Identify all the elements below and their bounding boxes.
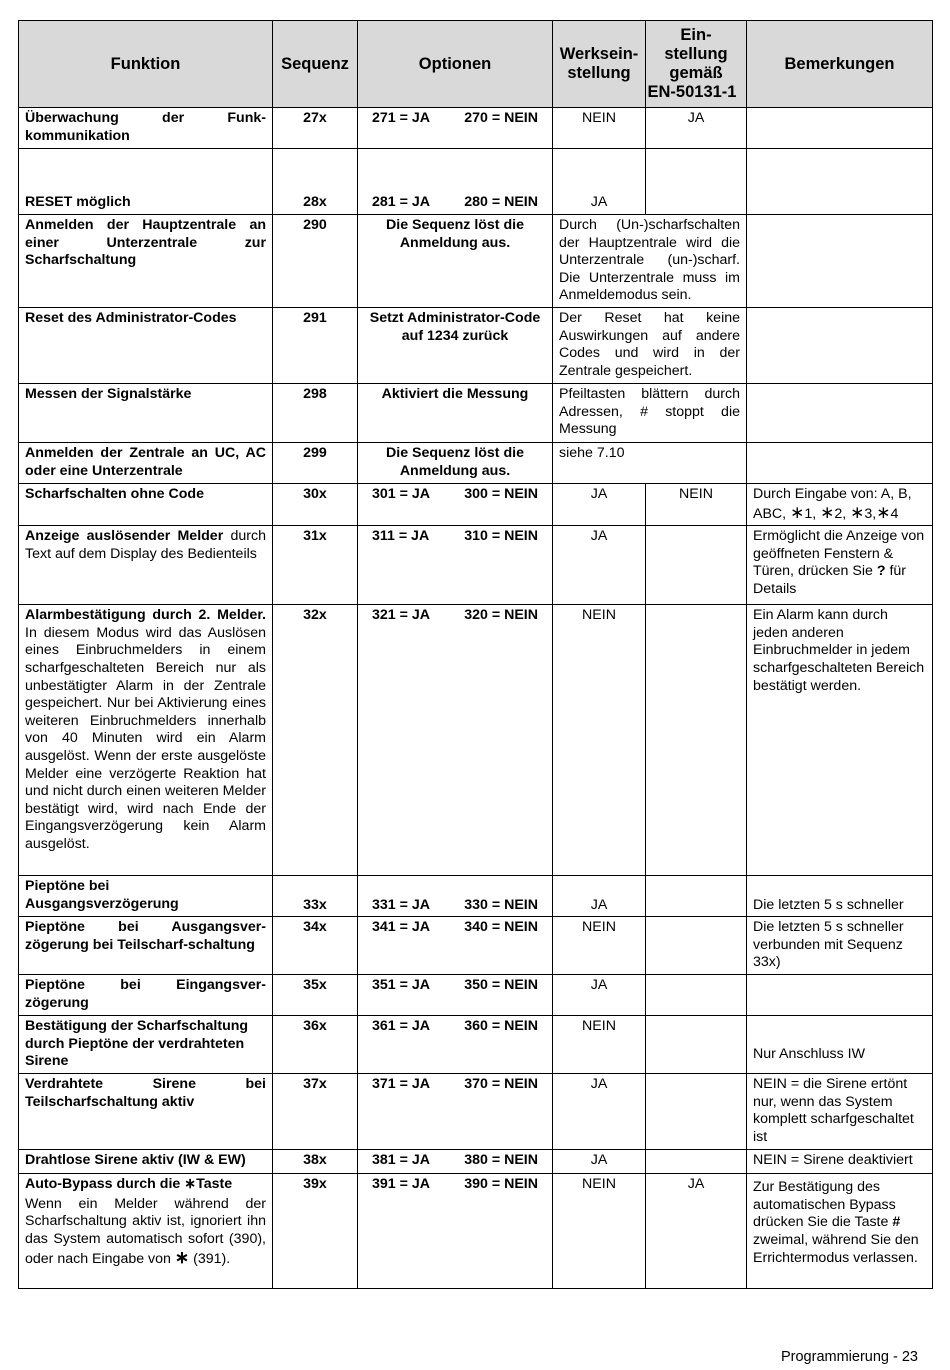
funktion-cell: Scharfschalten ohne Code <box>19 484 273 526</box>
werkseinstellung-cell: NEIN <box>553 605 646 876</box>
star-key-icon: ∗ <box>876 502 891 522</box>
werkseinstellung-cell: JA <box>553 149 646 215</box>
sequenz-cell: 299 <box>273 443 358 484</box>
en-50131-cell <box>646 1150 747 1174</box>
sequenz-cell: 33x <box>273 876 358 917</box>
option-nein: 310 = NEIN <box>464 528 538 545</box>
hinweis-cell: Durch (Un-)scharfschalten der Hauptzentrale wird die Unterzentrale (un-)scharf. Die Unterzentrale muss im Anmeldemodus sein. <box>553 215 747 308</box>
programming-table <box>18 20 933 1289</box>
table-row <box>19 1074 933 1150</box>
page-number: 23 <box>901 1349 918 1365</box>
key-3: 3, <box>864 505 877 522</box>
sequenz-cell: 35x <box>273 975 358 1016</box>
header-en-line4: EN-50131-1 <box>647 83 737 101</box>
werkseinstellung-cell: JA <box>553 975 646 1016</box>
bemerkungen-cell <box>747 384 933 443</box>
funktion-title: Anzeige auslösender Melder <box>25 528 224 545</box>
funktion-cell: Drahtlose Sirene aktiv (IW & EW) <box>19 1150 273 1174</box>
star-key-icon: ∗ <box>184 1176 197 1193</box>
option-ja: 371 = JA <box>372 1076 430 1093</box>
table-row <box>19 384 933 443</box>
table-row <box>19 443 933 484</box>
key-4: 4 <box>890 505 899 522</box>
optionen-cell <box>358 1150 553 1174</box>
option-nein: 280 = NEIN <box>464 194 538 211</box>
option-nein: 300 = NEIN <box>464 486 538 502</box>
option-ja: 281 = JA <box>372 194 430 211</box>
key-1: 1, <box>804 505 817 522</box>
werkseinstellung-cell: NEIN <box>553 1016 646 1074</box>
key-2: 2, <box>834 505 847 522</box>
en-50131-cell <box>646 605 747 876</box>
hinweis-cell: Der Reset hat keine Auswirkungen auf andere Codes und wird in der Zentrale gespeichert. <box>553 308 747 384</box>
bemerkungen-cell: NEIN = die Sirene ertönt nur, wenn das System komplett scharfgeschaltet ist <box>747 1074 933 1150</box>
option-nein: 360 = NEIN <box>464 1018 538 1035</box>
star-key-icon: ∗ <box>850 502 865 522</box>
bemerkungen-cell: Nur Anschluss IW <box>747 1016 933 1074</box>
table-row <box>19 1016 933 1074</box>
option-nein: 340 = NEIN <box>464 919 538 936</box>
funktion-cell: Überwachung der Funk-kommunikation <box>19 108 273 149</box>
werkseinstellung-cell: JA <box>553 1150 646 1174</box>
option-ja: 331 = JA <box>372 896 430 913</box>
funktion-cell: Anmelden der Zentrale an UC, AC oder eine Unterzentrale <box>19 443 273 484</box>
table-row <box>19 1150 933 1174</box>
question-key: ? <box>876 563 886 580</box>
hinweis-cell: Pfeiltasten blättern durch Adressen, # stoppt die Messung <box>553 384 747 443</box>
option-ja: 311 = JA <box>372 528 430 545</box>
sequenz-cell: 298 <box>273 384 358 443</box>
table-row <box>19 917 933 975</box>
header-en-line2: stellung <box>664 45 728 63</box>
bemerkungen-cell <box>747 149 933 215</box>
star-key-icon: ∗ <box>790 502 805 522</box>
funktion-cell: RESET möglich <box>19 149 273 215</box>
en-50131-cell <box>646 975 747 1016</box>
optionen-cell <box>358 1016 553 1074</box>
optionen-cell <box>358 526 553 605</box>
header-en-line3: gemäß <box>669 64 723 82</box>
en-50131-cell: JA <box>646 108 747 149</box>
funktion-cell: Pieptöne bei Ausgangsver-zögerung bei Teilscharf-schaltung <box>19 917 273 975</box>
option-ja: 381 = JA <box>372 1152 430 1169</box>
funktion-description: In diesem Modus wird das Auslösen eines Einbruchmelders in einem scharfgeschalteten Bereich nur als unbestätigter Alarm in der Zentrale gespeichert. Nur bei Aktivierung eines weiteren Einbruchmelders innerhalb von 40 Minuten wird ein Alarm ausgelöst. Wenn der erste ausgelöste Melder eine verzögerte Reaktion hat und nicht durch einen weiteren Melder bestätigt wird, wird nach Ende der Eingangsverzögerung kein Alarm ausgelöst. <box>25 624 266 852</box>
funktion-title: Alarmbestätigung durch 2. Melder. <box>25 607 266 624</box>
bemerkungen-cell: NEIN = Sirene deaktiviert <box>747 1150 933 1174</box>
header-werkseinstellung <box>553 21 646 108</box>
werkseinstellung-cell: JA <box>553 876 646 917</box>
header-ws-line2: stellung <box>567 64 631 82</box>
werkseinstellung-cell: JA <box>553 484 646 526</box>
table-row <box>19 484 933 526</box>
optionen-cell: Setzt Administrator-Code auf 1234 zurück <box>358 308 553 384</box>
sequenz-cell: 32x <box>273 605 358 876</box>
sequenz-cell: 290 <box>273 215 358 308</box>
header-bemerkungen: Bemerkungen <box>747 21 933 108</box>
hinweis-cell: siehe 7.10 <box>553 443 747 484</box>
funktion-cell: Bestätigung der Scharfschaltung durch Pieptöne der verdrahteten Sirene <box>19 1016 273 1074</box>
remark-text: Durch Eingabe von: A, B, ABC, <box>753 486 912 522</box>
bemerkungen-cell <box>747 975 933 1016</box>
funktion-title: Auto-Bypass durch die <box>25 1176 181 1193</box>
en-50131-cell <box>646 1016 747 1074</box>
optionen-cell <box>358 149 553 215</box>
header-funktion: Funktion <box>19 21 273 108</box>
sequenz-cell: 36x <box>273 1016 358 1074</box>
funktion-cell <box>19 1174 273 1289</box>
en-50131-cell <box>646 876 747 917</box>
table-row <box>19 108 933 149</box>
optionen-cell <box>358 484 553 526</box>
optionen-cell <box>358 1074 553 1150</box>
bemerkungen-cell <box>747 484 933 526</box>
header-optionen: Optionen <box>358 21 553 108</box>
funktion-cell: Pieptöne bei Eingangsver-zögerung <box>19 975 273 1016</box>
header-en-line1: Ein- <box>680 26 712 44</box>
en-50131-cell <box>646 917 747 975</box>
sequenz-cell: 291 <box>273 308 358 384</box>
option-nein: 380 = NEIN <box>464 1152 538 1169</box>
table-row <box>19 876 933 917</box>
table-row <box>19 1174 933 1289</box>
header-sequenz: Sequenz <box>273 21 358 108</box>
bemerkungen-cell: Ein Alarm kann durch jeden anderen Einbruchmelder in jedem scharfgeschalteten Bereich bestätigt werden. <box>747 605 933 876</box>
funktion-cell: Reset des Administrator-Codes <box>19 308 273 384</box>
remark-text: zweimal, während Sie den Errichtermodus verlassen. <box>753 1231 919 1266</box>
table-row <box>19 526 933 605</box>
sequenz-cell: 39x <box>273 1174 358 1289</box>
sequenz-cell: 37x <box>273 1074 358 1150</box>
option-ja: 391 = JA <box>372 1176 430 1193</box>
funktion-description: (391). <box>193 1250 231 1267</box>
option-nein: 370 = NEIN <box>464 1076 538 1093</box>
option-ja: 301 = JA <box>372 486 430 502</box>
werkseinstellung-cell: JA <box>553 1074 646 1150</box>
header-en-50131 <box>646 21 747 108</box>
funktion-cell <box>19 526 273 605</box>
bemerkungen-cell: Die letzten 5 s schneller verbunden mit Sequenz 33x) <box>747 917 933 975</box>
optionen-cell <box>358 1174 553 1289</box>
werkseinstellung-cell: NEIN <box>553 108 646 149</box>
funktion-description: durch Text auf dem Display des Bedienteils <box>25 528 266 562</box>
funktion-cell: Pieptöne bei Ausgangsverzögerung <box>19 876 273 917</box>
optionen-cell <box>358 876 553 917</box>
remark-text: Ermöglicht die Anzeige von geöffneten Fenstern & Türen, drücken Sie <box>753 528 925 580</box>
optionen-cell: Die Sequenz löst die Anmeldung aus. <box>358 215 553 308</box>
star-key-icon: ∗ <box>174 1247 190 1267</box>
optionen-cell <box>358 917 553 975</box>
option-ja: 351 = JA <box>372 977 430 994</box>
bemerkungen-cell <box>747 1174 933 1289</box>
funktion-cell: Anmelden der Hauptzentrale an einer Unterzentrale zur Scharfschaltung <box>19 215 273 308</box>
en-50131-cell <box>646 526 747 605</box>
table-header-row <box>19 21 933 108</box>
table-row <box>19 215 933 308</box>
werkseinstellung-cell: JA <box>553 526 646 605</box>
table-row <box>19 605 933 876</box>
bemerkungen-cell <box>747 215 933 308</box>
option-nein: 270 = NEIN <box>464 110 538 126</box>
en-50131-cell: JA <box>646 1174 747 1289</box>
optionen-cell: Die Sequenz löst die Anmeldung aus. <box>358 443 553 484</box>
sequenz-cell: 30x <box>273 484 358 526</box>
funktion-cell <box>19 605 273 876</box>
option-nein: 320 = NEIN <box>464 607 538 624</box>
en-50131-cell <box>646 1074 747 1150</box>
en-50131-cell: NEIN <box>646 484 747 526</box>
footer-section: Programmierung - <box>780 1349 898 1365</box>
werkseinstellung-cell: NEIN <box>553 917 646 975</box>
option-ja: 271 = JA <box>372 110 430 126</box>
optionen-cell: Aktiviert die Messung <box>358 384 553 443</box>
option-nein: 390 = NEIN <box>464 1176 538 1193</box>
table-row <box>19 308 933 384</box>
funktion-description: Wenn ein Melder während der Scharfschaltung aktiv ist, ignoriert ihn das System automatisch sofort (390), oder nach Eingabe von <box>25 1195 266 1267</box>
bemerkungen-cell: Die letzten 5 s schneller <box>747 876 933 917</box>
funktion-title: Taste <box>196 1176 233 1193</box>
sequenz-cell: 31x <box>273 526 358 605</box>
optionen-cell <box>358 605 553 876</box>
table-row <box>19 149 933 215</box>
funktion-cell: Messen der Signalstärke <box>19 384 273 443</box>
optionen-cell <box>358 108 553 149</box>
funktion-cell: Verdrahtete Sirene bei Teilscharfschaltung aktiv <box>19 1074 273 1150</box>
optionen-cell <box>358 975 553 1016</box>
remark-text: für Details <box>753 563 907 597</box>
option-ja: 341 = JA <box>372 919 430 936</box>
sequenz-cell: 27x <box>273 108 358 149</box>
bemerkungen-cell <box>747 526 933 605</box>
sequenz-cell: 38x <box>273 1150 358 1174</box>
star-key-icon: ∗ <box>820 502 835 522</box>
table-row <box>19 975 933 1016</box>
bemerkungen-cell <box>747 308 933 384</box>
option-ja: 361 = JA <box>372 1018 430 1035</box>
page-footer <box>781 1349 918 1365</box>
remark-text: Zur Bestätigung des automatischen Bypass drücken Sie die Taste <box>753 1179 896 1231</box>
werkseinstellung-cell: NEIN <box>553 1174 646 1289</box>
sequenz-cell: 28x <box>273 149 358 215</box>
bemerkungen-cell <box>747 108 933 149</box>
option-nein: 350 = NEIN <box>464 977 538 994</box>
bemerkungen-cell <box>747 443 933 484</box>
option-ja: 321 = JA <box>372 607 430 624</box>
hash-key: # <box>892 1214 901 1231</box>
en-50131-cell <box>646 149 747 215</box>
header-ws-line1: Werksein- <box>559 45 639 63</box>
sequenz-cell: 34x <box>273 917 358 975</box>
option-nein: 330 = NEIN <box>464 896 538 913</box>
